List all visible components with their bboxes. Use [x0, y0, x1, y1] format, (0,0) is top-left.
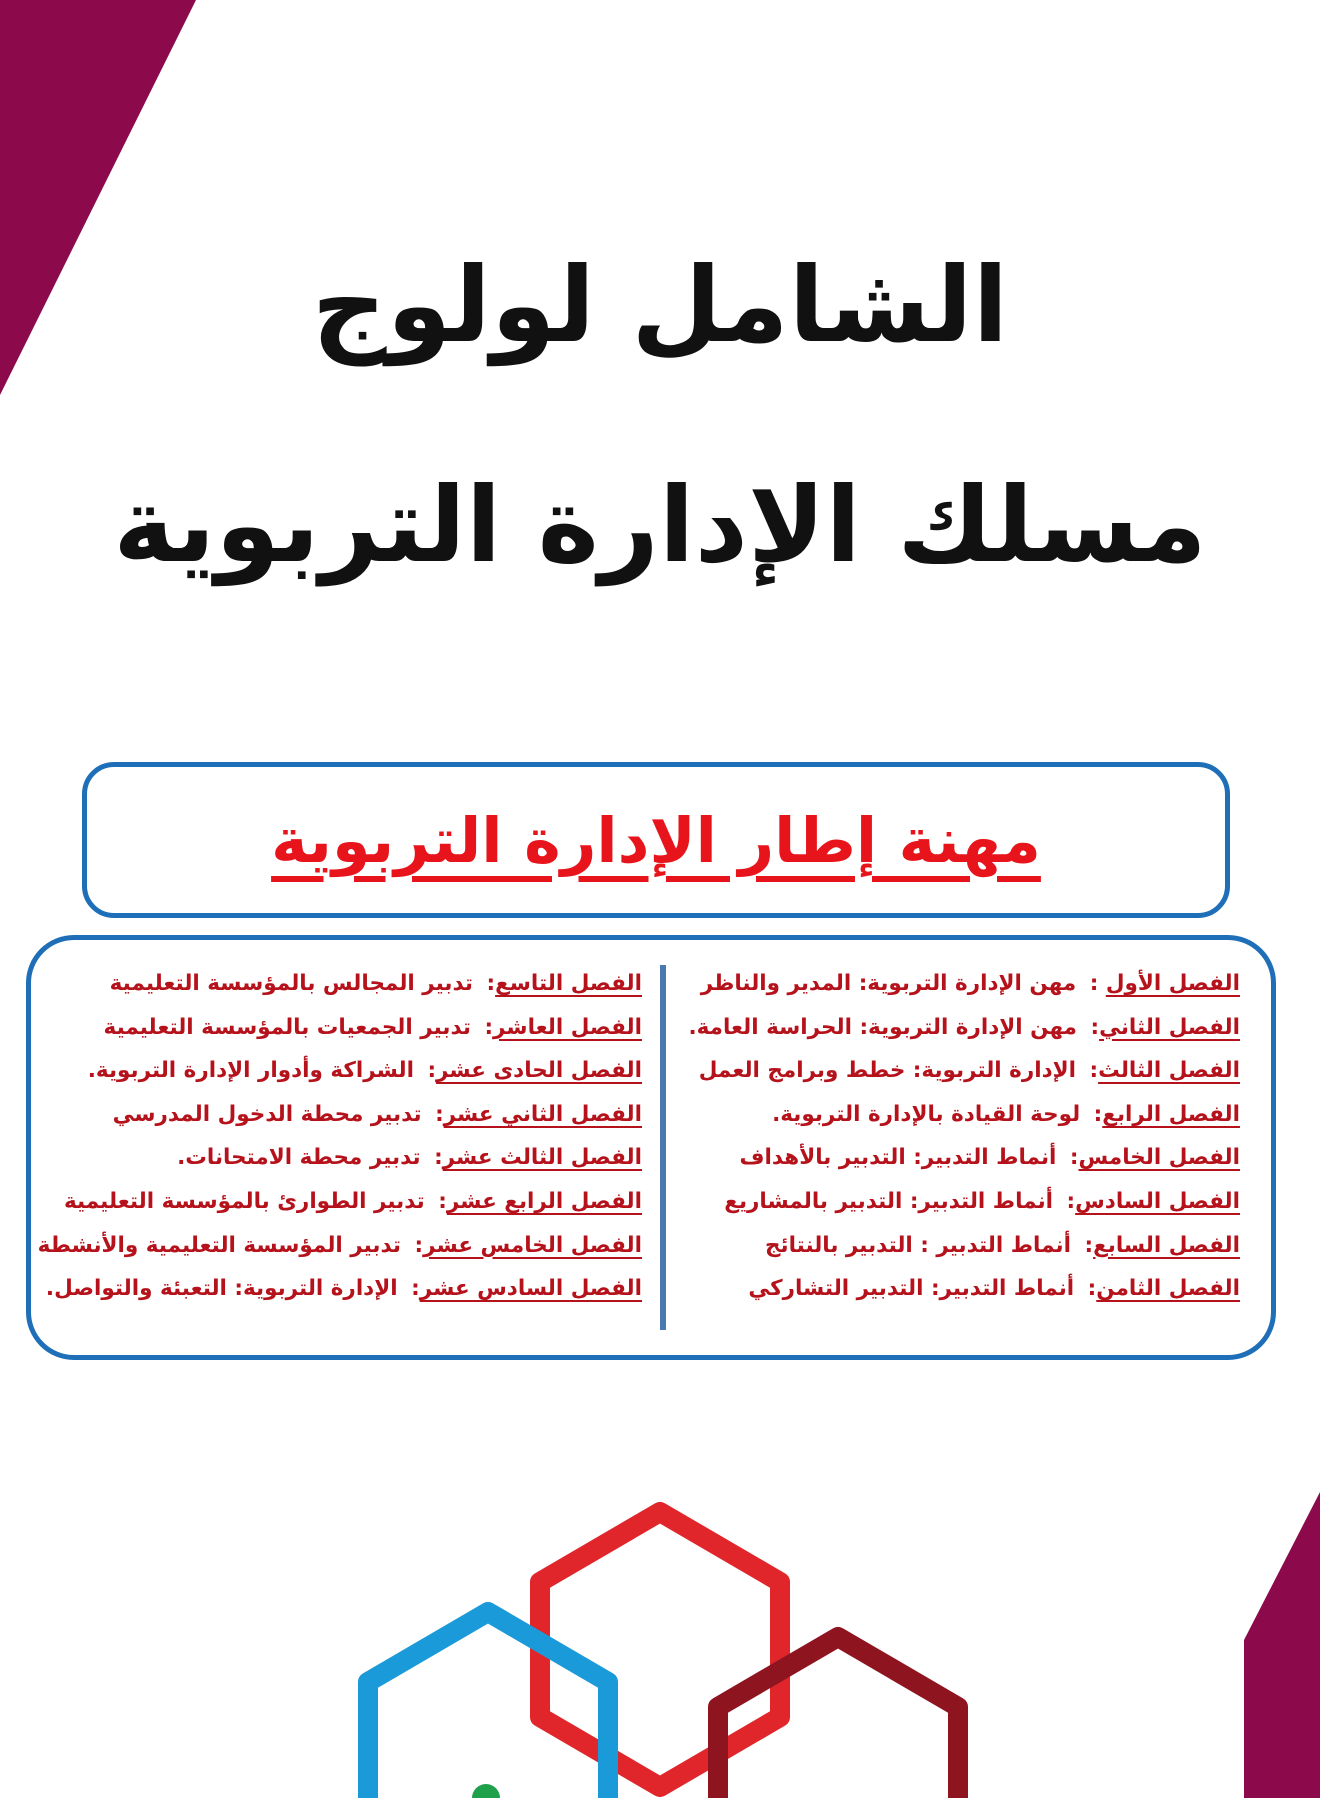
page-title-line-2: مسلك الإدارة التربوية — [113, 464, 1207, 586]
chapter-row — [22, 962, 642, 1006]
chapter-label: الفصل العاشر — [493, 1014, 642, 1040]
chapter-label: الفصل الأول — [1105, 971, 1240, 996]
chapter-row — [22, 1267, 642, 1311]
chapter-separator: : — [1086, 1101, 1103, 1127]
chapter-row — [670, 1136, 1240, 1180]
chapter-title: لوحة القيادة بالإدارة التربوية. — [772, 1101, 1081, 1127]
chapter-label: الفصل التاسع — [495, 971, 642, 996]
page-title-line-1: الشامل لولوج — [311, 244, 1009, 366]
section-header-title: مهنة إطار الإدارة التربوية — [271, 803, 1041, 877]
hexagon-logo — [368, 1512, 958, 1798]
chapter-row — [670, 1180, 1240, 1224]
chapter-title: أنماط التدبير: التدبير بالأهداف — [739, 1145, 1057, 1171]
chapter-label: الفصل السادس عشر — [419, 1276, 642, 1302]
chapter-separator: : — [479, 971, 496, 996]
corner-triangle-bottom-right — [1244, 1492, 1320, 1798]
chapter-separator: : — [1080, 1276, 1097, 1302]
chapter-label: الفصل الحادى عشر — [436, 1058, 642, 1084]
chapter-label: الفصل الثاني — [1099, 1014, 1240, 1040]
chapter-title: تدبير محطة الدخول المدرسي — [112, 1101, 422, 1127]
chapter-label: الفصل الرابع عشر — [446, 1188, 642, 1214]
chapter-title: مهن الإدارة التربوية: المدير والناظر — [700, 971, 1077, 996]
chapter-title: الشراكة وأدوار الإدارة التربوية. — [87, 1058, 414, 1084]
chapter-label: الفصل السابع — [1093, 1232, 1240, 1258]
logo-hexagon-red — [540, 1512, 780, 1787]
chapter-title: أنماط التدبير : التدبير بالنتائج — [765, 1232, 1071, 1258]
chapter-title: أنماط التدبير: التدبير بالمشاريع — [724, 1188, 1054, 1214]
chapter-label: الفصل الخامس — [1078, 1145, 1240, 1171]
chapter-label: الفصل السادس — [1075, 1188, 1240, 1214]
chapter-row — [22, 1093, 642, 1137]
chapter-separator: : — [403, 1276, 420, 1302]
logo-hexagon-blue — [368, 1612, 608, 1798]
chapter-separator: : — [1082, 1058, 1099, 1084]
chapter-row — [670, 1049, 1240, 1093]
chapter-title: أنماط التدبير: التدبير التشاركي — [748, 1276, 1075, 1302]
chapter-row — [670, 1267, 1240, 1311]
chapter-separator: : — [1083, 1014, 1100, 1040]
chapters-column-right — [670, 962, 1240, 1311]
section-header-box — [82, 762, 1230, 918]
chapter-separator: : — [426, 1145, 443, 1171]
chapter-row — [670, 962, 1240, 1006]
chapter-title: مهن الإدارة التربوية: الحراسة العامة. — [688, 1014, 1077, 1040]
chapter-title: تدبير المؤسسة التعليمية والأنشطة — [37, 1232, 401, 1258]
chapter-title: تدبير الطوارئ بالمؤسسة التعليمية — [63, 1188, 425, 1214]
chapter-title: الإدارة التربوية: خطط وبرامج العمل — [698, 1058, 1076, 1084]
chapter-row — [22, 1136, 642, 1180]
chapter-separator: : — [430, 1188, 447, 1214]
chapter-label: الفصل الثالث — [1098, 1058, 1240, 1084]
chapter-label: الفصل الخامس عشر — [423, 1232, 642, 1258]
chapter-separator: : — [406, 1232, 424, 1258]
chapter-separator: : — [427, 1101, 444, 1127]
chapter-title: تدبير محطة الامتحانات. — [177, 1145, 421, 1171]
chapter-row — [22, 1006, 642, 1050]
chapter-title: تدبير المجالس بالمؤسسة التعليمية — [109, 971, 473, 996]
logo-green-dot — [472, 1784, 500, 1798]
chapter-row — [22, 1224, 642, 1268]
chapter-row — [22, 1049, 642, 1093]
chapter-separator: : — [419, 1058, 437, 1084]
chapters-column-left — [22, 962, 642, 1311]
chapter-separator: : — [1076, 1232, 1094, 1258]
chapter-separator: : — [1062, 1145, 1079, 1171]
column-divider — [660, 965, 666, 1330]
chapter-separator: : — [1082, 971, 1106, 996]
chapter-label: الفصل الرابع — [1102, 1101, 1240, 1127]
chapter-title: تدبير الجمعيات بالمؤسسة التعليمية — [103, 1014, 471, 1040]
chapter-row — [670, 1006, 1240, 1050]
chapter-row — [670, 1224, 1240, 1268]
chapter-label: الفصل الثامن — [1096, 1276, 1240, 1302]
chapter-label: الفصل الثاني عشر — [443, 1101, 642, 1127]
chapter-separator: : — [476, 1014, 494, 1040]
chapter-label: الفصل الثالث عشر — [442, 1145, 642, 1171]
chapter-separator: : — [1059, 1188, 1076, 1214]
chapter-title: الإدارة التربوية: التعبئة والتواصل. — [45, 1276, 398, 1302]
logo-hexagon-darkred — [718, 1637, 958, 1798]
chapter-row — [22, 1180, 642, 1224]
chapter-row — [670, 1093, 1240, 1137]
